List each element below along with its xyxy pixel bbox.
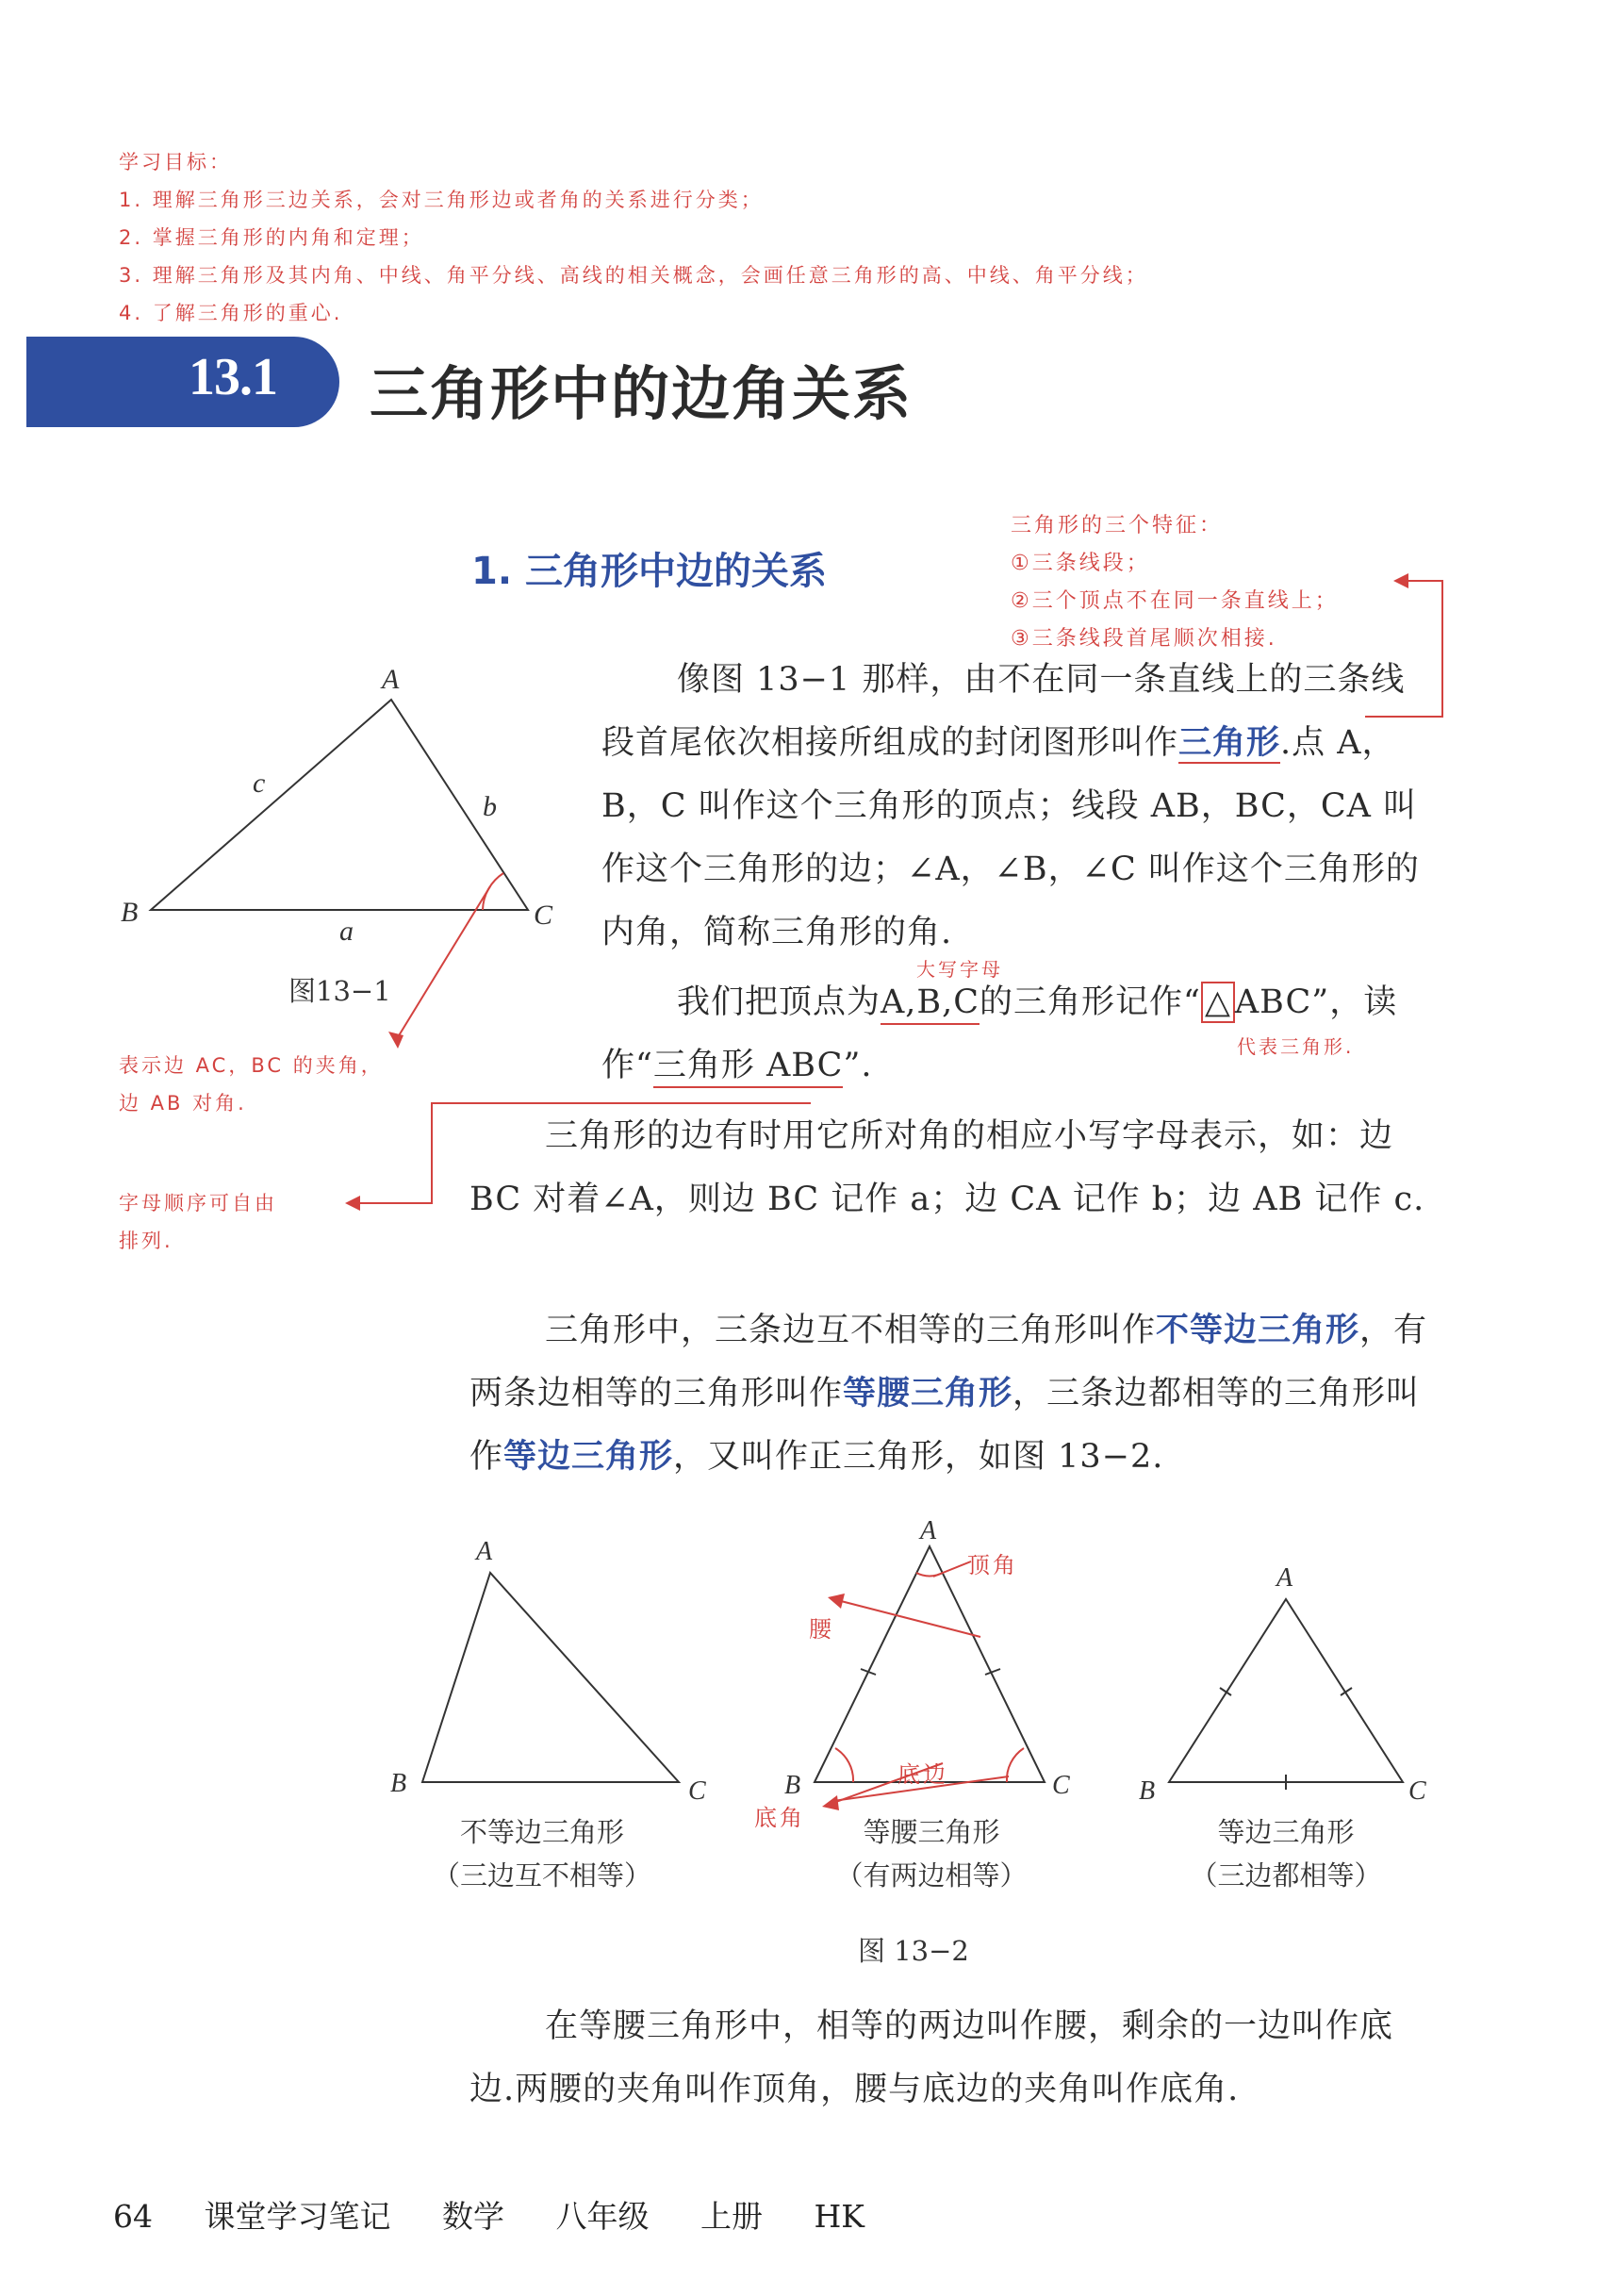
equilateral-name: 等边三角形 [1217,1816,1355,1848]
order-note-line-1: 字母顺序可自由 [119,1192,277,1214]
symbol-note: 代表三角形. [1237,1035,1355,1058]
keyword-isosceles: 等腰三角形 [843,1375,1013,1412]
angle-note-line-1: 表示边 AC，BC 的夹角， [119,1054,384,1077]
isosceles-caption [809,1810,1054,1897]
side-c-label: c [253,768,266,799]
page-number: 64 [113,2198,153,2235]
goals-title: 学习目标： [119,151,232,173]
scalene-caption [415,1810,669,1897]
figure-13-1-caption: 图13−1 [288,975,391,1007]
goal-item-3: 3. 理解三角形及其内角、中线、角平分线、高线的相关概念，会画任意三角形的高、中线、角平分线； [119,264,1148,287]
isosceles-desc: （有两边相等） [835,1859,1028,1891]
equilateral-triangle [1169,1599,1403,1782]
para2-text-4: ”. [843,1047,873,1084]
section-number: 13.1 [189,348,277,406]
leg-note: 腰 [809,1616,834,1643]
scalene-name: 不等边三角形 [459,1816,624,1848]
base-angle-arrowhead [822,1795,839,1810]
scalene-desc: （三边互不相等） [432,1859,651,1891]
vertex-c-label: C [534,900,553,931]
para2-text-3: ABC”，读作“ [601,983,1398,1084]
feature-1: ①三条线段； [1011,552,1150,575]
goal-item-1: 1. 理解三角形三边关系，会对三角形边或者角的关系进行分类； [119,189,764,211]
features-title: 三角形的三个特征： [1011,514,1224,537]
vertex-b-label: B [121,897,139,928]
para2-text-2: 的三角形记作“ [980,983,1201,1021]
side-a-label: a [339,916,354,947]
para4-text-2: ，有两条边相等的三角形叫作 [469,1312,1428,1412]
para4-text-3: ，三条边都相等的三角形叫作 [469,1375,1421,1476]
equilateral-c: C [1408,1776,1426,1806]
triangle-symbol: △ [1201,982,1235,1023]
book-title: 课堂学习笔记 [204,2198,391,2235]
leg-arrowhead [828,1594,845,1609]
keyword-scalene: 不等边三角形 [1156,1312,1360,1349]
keyword-triangle: 三角形 [1178,724,1281,762]
keyword-equilateral: 等边三角形 [503,1438,674,1476]
subject: 数学 [442,2198,504,2235]
vertex-letters: A,B,C [881,983,980,1025]
paragraph-2 [601,971,1431,1098]
base-note: 底边 [897,1761,948,1788]
paragraph-4 [469,1299,1431,1489]
para1-text-1: 像图 13−1 那样，由不在同一条直线上的三条线段首尾依次相接所组成的封闭图形叫作 [601,661,1406,762]
volume: 上册 [700,2198,763,2235]
goal-item-4: 4. 了解三角形的重心. [119,302,343,324]
paragraph-1 [601,649,1431,965]
feature-arrowhead [1393,573,1408,588]
base-angle-left-arc [835,1748,853,1782]
scalene-a: A [476,1537,493,1566]
vertex-a-label: A [382,664,400,695]
order-note-line-2: 排列. [119,1230,173,1252]
isosceles-c: C [1052,1771,1070,1800]
para4-text-4: ，又叫作正三角形，如图 13−2. [673,1438,1164,1476]
para3-text: 三角形的边有时用它所对角的相应小写字母表示，如：边 BC 对着∠A，则边 BC 记作 a；边 CA 记作 b；边 AB 记作 c. [469,1117,1425,1218]
figure-13-2-caption: 图 13−2 [858,1935,969,1967]
para2-text-1: 我们把顶点为 [677,983,881,1021]
equilateral-b: B [1139,1776,1156,1806]
equilateral-a: A [1276,1563,1293,1593]
subsection-title: 1. 三角形中边的关系 [471,550,827,593]
isosceles-a: A [920,1518,937,1545]
base-angle-right-arc [1007,1748,1024,1782]
grade: 八年级 [555,2198,650,2235]
paragraph-3 [469,1105,1431,1231]
para1-text-2: .点 A，B，C 叫作这个三角形的顶点；线段 AB，BC，CA 叫作这个三角形的边；∠A，∠B，∠C 叫作这个三角形的内角，简称三角形的角. [601,724,1420,951]
side-b-label: b [483,791,497,822]
edition: HK [814,2198,864,2235]
apex-angle-note: 顶角 [967,1552,1018,1578]
triangle-reading: 三角形 ABC [653,1047,844,1088]
isosceles-triangle [815,1546,1045,1782]
scalene-c: C [688,1776,706,1806]
para4-text-1: 三角形中，三条边互不相等的三角形叫作 [545,1312,1157,1349]
para5-text: 在等腰三角形中，相等的两边叫作腰，剩余的一边叫作底边.两腰的夹角叫作顶角，腰与底边的夹角叫作底角. [469,2007,1394,2108]
order-arrowhead [345,1196,360,1211]
angle-note-line-2: 边 AB 对角. [119,1092,247,1115]
uppercase-note: 大写字母 [916,958,1003,981]
scalene-triangle [422,1573,679,1782]
paragraph-5 [469,1995,1431,2122]
feature-3: ③三条线段首尾顺次相接. [1011,627,1277,651]
isosceles-name: 等腰三角形 [863,1816,1000,1848]
isosceles-b: B [784,1771,801,1800]
scalene-b: B [390,1769,407,1798]
section-title: 三角形中的边角关系 [370,359,914,428]
equilateral-caption [1163,1810,1408,1897]
goal-item-2: 2. 掌握三角形的内角和定理； [119,226,424,249]
base-angle-note: 底角 [754,1805,805,1831]
feature-2: ②三个顶点不在同一条直线上； [1011,589,1339,613]
page-footer [113,2192,893,2237]
equilateral-desc: （三边都相等） [1190,1859,1382,1891]
